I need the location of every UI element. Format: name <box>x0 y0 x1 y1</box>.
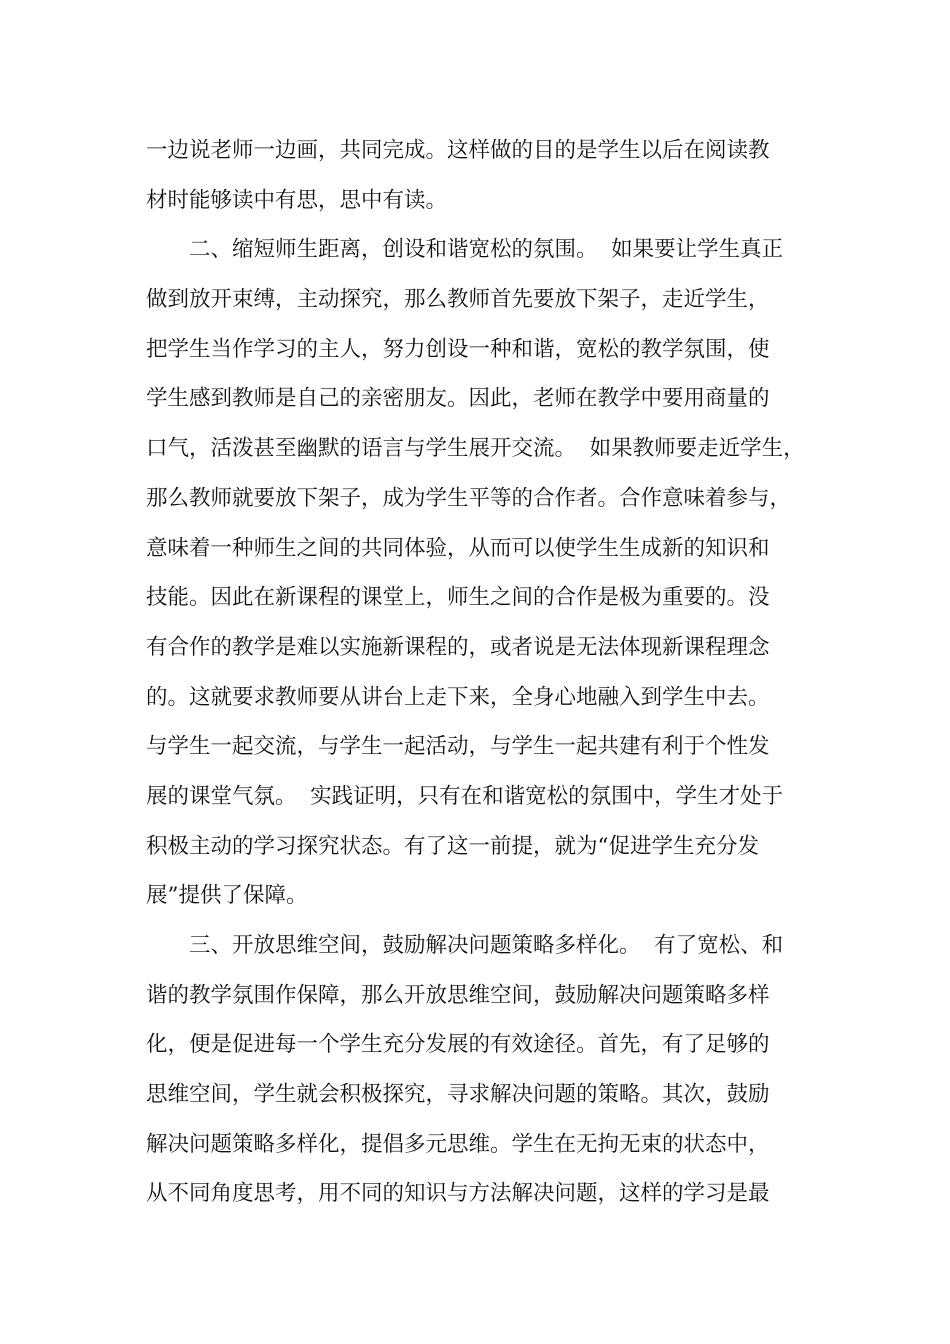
section-heading-line: 二、缩短师生距离，创设和谐宽松的氛围。 如果要让学生真正 <box>189 237 784 263</box>
text-line: 化，便是促进每一个学生充分发展的有效途径。首先，有了足够的 <box>146 1032 770 1058</box>
body-text <box>146 126 826 1219</box>
text-line: 展”提供了保障。 <box>146 883 308 909</box>
text-line: 把学生当作学习的主人，努力创设一种和谐，宽松的教学氛围，使 <box>146 336 770 362</box>
text-line: 材时能够读中有思，思中有读。 <box>146 187 448 213</box>
text-line: 意味着一种师生之间的共同体验，从而可以使学生生成新的知识和 <box>146 535 770 561</box>
text-line: 学生感到教师是自己的亲密朋友。因此，老师在教学中要用商量的 <box>146 386 770 412</box>
text-line: 展的课堂气氛。 实践证明，只有在和谐宽松的氛围中，学生才处于 <box>146 783 784 809</box>
text-line: 解决问题策略多样化，提倡多元思维。学生在无拘无束的状态中， <box>146 1131 770 1157</box>
text-line: 那么教师就要放下架子，成为学生平等的合作者。合作意味着参与， <box>146 485 792 511</box>
text-line: 积极主动的学习探究状态。有了这一前提，就为“促进学生充分发 <box>146 833 759 859</box>
text-line: 做到放开束缚，主动探究，那么教师首先要放下架子，走近学生， <box>146 287 770 313</box>
text-line: 谐的教学氛围作保障，那么开放思维空间，鼓励解决问题策略多样 <box>146 982 770 1008</box>
text-line: 口气，活泼甚至幽默的语言与学生展开交流。 如果教师要走近学生， <box>146 436 805 462</box>
text-line: 有合作的教学是难以实施新课程的，或者说是无法体现新课程理念 <box>146 634 770 660</box>
text-line: 技能。因此在新课程的课堂上，师生之间的合作是极为重要的。没 <box>146 585 770 611</box>
text-line: 思维空间，学生就会积极探究，寻求解决问题的策略。其次，鼓励 <box>146 1082 770 1108</box>
text-line: 一边说老师一边画，共同完成。这样做的目的是学生以后在阅读教 <box>146 138 770 163</box>
text-line: 与学生一起交流，与学生一起活动，与学生一起共建有利于个性发 <box>146 734 770 760</box>
section-heading-line: 三、开放思维空间，鼓励解决问题策略多样化。 有了宽松、和 <box>189 933 784 958</box>
text-line: 从不同角度思考，用不同的知识与方法解决问题，这样的学习是最 <box>146 1181 770 1207</box>
text-line: 的。这就要求教师要从讲台上走下来，全身心地融入到学生中去。 <box>146 684 770 710</box>
